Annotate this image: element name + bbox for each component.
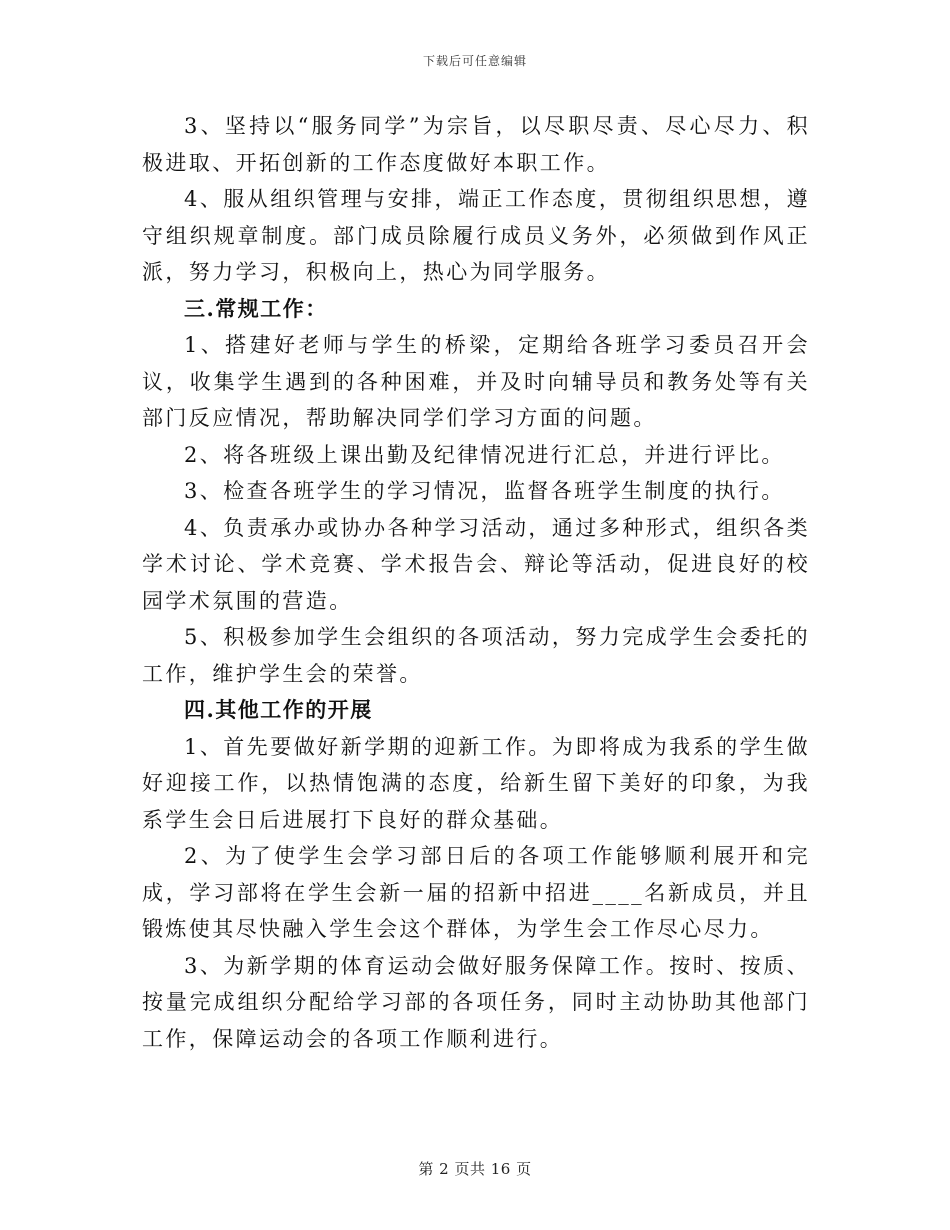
document-body bbox=[142, 108, 810, 1057]
paragraph-routine-3: 3、检查各班学生的学习情况，监督各班学生制度的执行。 bbox=[184, 479, 785, 503]
page-header: 下载后可任意编辑 bbox=[422, 54, 527, 68]
paragraph-routine-2: 2、将各班级上课出勤及纪律情况进行汇总，并进行评比。 bbox=[184, 442, 785, 467]
paragraph-other-1: 1、首先要做好新学期的迎新工作。为即将成为我系的学生做好迎接工作，以热情饱满的态度，给新生留下美好的印象，为我系学生会日后进展打下良好的群众基础。 bbox=[142, 734, 810, 832]
paragraph-4-discipline: 4、服从组织管理与安排，端正工作态度，贯彻组织思想，遵守组织规章制度。部门成员除履行成员义务外，必须做到作风正派，努力学习，积极向上，热心为同学服务。 bbox=[142, 187, 810, 284]
page-number-footer: 第 2 页共 16 页 bbox=[418, 1160, 532, 1178]
paragraph-other-2: 2、为了使学生会学习部日后的各项工作能够顺利展开和完成，学习部将在学生会新一届的招新中招进____名新成员，并且锻炼使其尽快融入学生会这个群体，为学生会工作尽心尽力。 bbox=[142, 844, 810, 941]
section-heading-routine-work: 三.常规工作： bbox=[184, 295, 328, 321]
paragraph-routine-5: 5、积极参加学生会组织的各项活动，努力完成学生会委托的工作，维护学生会的荣誉。 bbox=[142, 625, 810, 686]
section-heading-other-work: 四.其他工作的开展 bbox=[184, 697, 373, 722]
paragraph-routine-1: 1、搭建好老师与学生的桥梁，定期给各班学习委员召开会议，收集学生遇到的各种困难，并及时向辅导员和教务处等有关部门反应情况，帮助解决同学们学习方面的问题。 bbox=[142, 333, 810, 430]
paragraph-routine-4: 4、负责承办或协办各种学习活动，通过多种形式，组织各类学术讨论、学术竞赛、学术报告会、辩论等活动，促进良好的校园学术氛围的营造。 bbox=[142, 515, 810, 613]
paragraph-other-3: 3、为新学期的体育运动会做好服务保障工作。按时、按质、按量完成组织分配给学习部的各项任务，同时主动协助其他部门工作，保障运动会的各项工作顺利进行。 bbox=[142, 953, 810, 1051]
paragraph-3-purpose: 3、坚持以“服务同学”为宗旨，以尽职尽责、尽心尽力、积极进取、开拓创新的工作态度做好本职工作。 bbox=[142, 114, 810, 175]
